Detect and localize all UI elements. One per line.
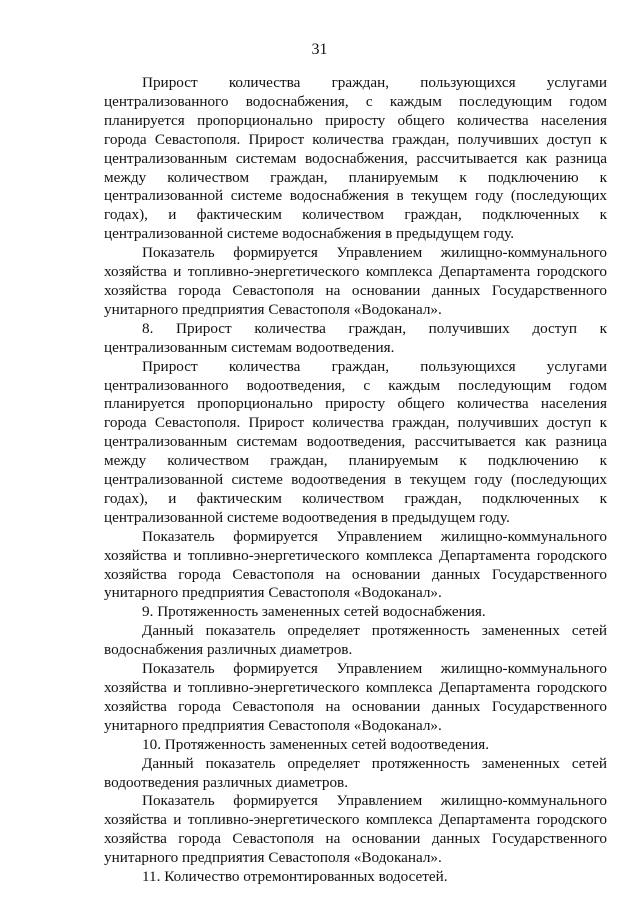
item-11-heading: 11. Количество отремонтированных водосетей. xyxy=(142,868,448,886)
item-10-heading: 10. Протяженность замененных сетей водоотведения. xyxy=(142,735,490,753)
paragraph-indicator-source: Показатель формируется Управлением жилищно-коммунального хозяйства и топливно-энергетического комплекса Департамента городского хозяйства города Севастополя на основании данных Государственного унитарного предприятия Севастополя «Водоканал». xyxy=(104,244,607,318)
paragraph-water-network-length: Данный показатель определяет протяженность замененных сетей водоснабжения различных диаметров. xyxy=(104,622,607,659)
paragraph-water-supply-growth: Прирост количества граждан, пользующихся услугами централизованного водоснабжения, с каждым последующим годом планируется пропорционально приросту общего количества населения города Севастополя. Прирост количества граждан, получивших доступ к централизованным системам водоснабжения, рассчитывается как разница между количеством граждан, планируемым к подключению к централизованной системе водоснабжения в текущем году (последующих годах), и фактическим количеством граждан, подключенных к централизованной системе водоснабжения в предыдущем году. xyxy=(104,74,607,243)
paragraph-wastewater-growth: Прирост количества граждан, пользующихся услугами централизованного водоотведения, с каждым последующим годом планируется пропорционально приросту общего количества населения города Севастополя. Прирост количества граждан, получивших доступ к централизованным системам водоотведения, рассчитывается как разница между количеством граждан, планируемым к подключению к централизованной системе водоотведения в текущем году (последующих годах), и фактическим количеством граждан, подключенных к централизованной системе водоотведения в предыдущем году. xyxy=(104,357,607,526)
paragraph-indicator-source: Показатель формируется Управлением жилищно-коммунального хозяйства и топливно-энергетического комплекса Департамента городского хозяйства города Севастополя на основании данных Государственного унитарного предприятия Севастополя «Водоканал». xyxy=(104,527,607,602)
item-9-heading: 9. Протяженность замененных сетей водоснабжения. xyxy=(142,603,486,621)
paragraph-wastewater-network-length: Данный показатель определяет протяженность замененных сетей водоотведения различных диаметров. xyxy=(104,754,607,791)
item-8-heading: 8. Прирост количества граждан, получивших доступ к централизованным системам водоотведения. xyxy=(104,319,607,356)
paragraph-indicator-source: Показатель формируется Управлением жилищно-коммунального хозяйства и топливно-энергетического комплекса Департамента городского хозяйства города Севастополя на основании данных Государственного унитарного предприятия Севастополя «Водоканал». xyxy=(104,792,607,867)
page-number: 31 xyxy=(311,41,328,58)
document-body xyxy=(104,74,607,887)
paragraph-indicator-source: Показатель формируется Управлением жилищно-коммунального хозяйства и топливно-энергетического комплекса Департамента городского хозяйства города Севастополя на основании данных Государственного унитарного предприятия Севастополя «Водоканал». xyxy=(104,660,607,734)
